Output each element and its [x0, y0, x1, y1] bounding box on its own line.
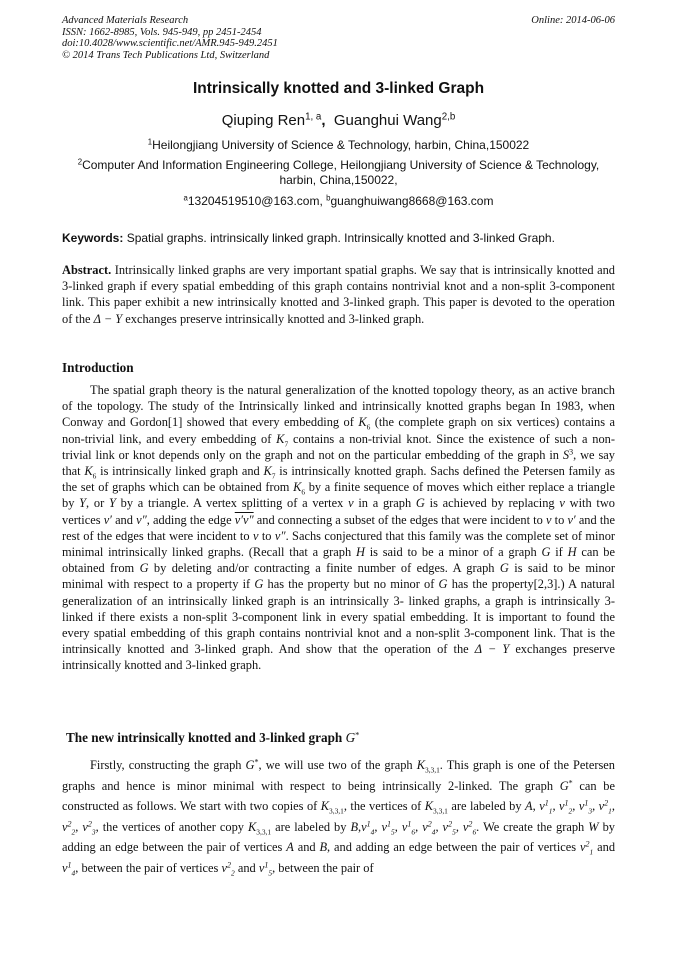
section-2-heading — [66, 730, 619, 746]
math-A: A — [525, 799, 533, 813]
intro-text: by a triangle. A vertex splitting of a vertex — [120, 496, 344, 511]
abstract-label: Abstract. — [62, 263, 112, 277]
math-H: H — [355, 545, 365, 560]
doi-line: doi:10.4028/www.scientific.net/AMR.945-949.2451 — [62, 38, 278, 49]
math-sub: 6 — [92, 471, 97, 481]
author-2-affil: 2,b — [441, 111, 456, 123]
intro-text: to — [554, 512, 565, 527]
intro-text: . Sachs conjectured that this family was the complete set of minor minimal intrinsically linked graphs. (Recall that a graph — [62, 528, 616, 560]
intro-text: contains a non-trivial knot. Since the existence of such a non-trivial link or knot depends only on the graph and not on the particular embedding of the graph in — [62, 431, 615, 462]
intro-text: and connecting a subset of the edges that were incident to — [256, 512, 543, 527]
math-star: * — [254, 757, 259, 767]
math-sub: 7 — [271, 471, 276, 481]
affiliation-1 — [62, 138, 615, 153]
affiliation-2-mark: 2 — [77, 157, 83, 167]
intro-text: to — [261, 528, 272, 543]
math-Y: Y — [108, 496, 116, 511]
copyright-line: © 2014 Trans Tech Publications Ltd, Switzerland — [62, 49, 270, 61]
math-H: H — [567, 545, 577, 560]
author-2: Guanghui Wang — [333, 112, 442, 129]
section-2-text: , the vertices of another copy — [95, 819, 244, 834]
math-sub: 6 — [366, 422, 371, 432]
math-sub: 3,3,1 — [433, 806, 448, 816]
intro-text: is said to be a minor of a graph — [369, 545, 537, 560]
math-G: G — [559, 778, 569, 793]
delta-y-math: Δ − Y — [474, 642, 510, 657]
math-v-prime: v′ — [567, 512, 576, 527]
math-star: * — [355, 729, 360, 740]
intro-text: in a graph — [358, 496, 412, 511]
author-1-affil: 1, a — [305, 111, 322, 123]
email-a-mark: a — [183, 193, 188, 203]
journal-name: Advanced Materials Research — [62, 15, 189, 26]
intro-text: by deleting and/or contracting a finite number of edges. A graph — [153, 561, 495, 576]
math-A: A — [286, 840, 294, 854]
intro-text: by a finite sequence of moves which either replace a triangle by — [62, 480, 615, 511]
intro-text: is intrinsically linked graph and — [100, 464, 260, 479]
math-v: v — [348, 496, 354, 511]
section-2-text: and — [297, 840, 316, 854]
math-B: B — [319, 840, 328, 854]
affiliation-2-text: Computer And Information Engineering College, Heilongjiang University of Science & Technology, harbin, China,150022, — [82, 158, 600, 187]
section-2-text: Firstly, constructing the graph — [90, 758, 242, 772]
section-2-text: , and adding an edge between the pair of vertices — [327, 840, 577, 854]
abstract-text-2: exchanges preserve intrinsically knotted and 3-linked graph. — [125, 311, 425, 326]
math-sub: 6 — [301, 487, 306, 497]
affiliation-2 — [62, 158, 615, 188]
abstract-text-1: Intrinsically linked graphs are very important spatial graphs. We say that is intrinsically knotted and 3-linked graph if every spatial embedding of this graph contains nontrivial knot and a non-split 3-component link. This paper exhibit a new intrinsically knotted and 3-linked graph. This paper is devoted to the operation of the — [62, 263, 615, 326]
intro-text: exchanges preserve intrinsically knotted and 3-linked graph. — [62, 642, 615, 673]
delta-y-math: Δ − Y — [93, 311, 123, 326]
online-date: Online: 2014-06-06 — [531, 15, 615, 26]
intro-text: is intrinsically knotted graph. Sachs defined the Petersen family as the set of graphs which can be obtained from — [62, 464, 615, 495]
intro-text: , adding the edge — [146, 512, 232, 527]
math-B: B — [350, 819, 359, 834]
email-a: 13204519510@163.com, — [187, 194, 323, 208]
section-2-text: and — [237, 860, 256, 875]
intro-text: (the complete graph on six vertices) contains a non-trivial link, and every embedding of — [62, 415, 615, 446]
math-W: W — [588, 819, 599, 834]
intro-text: and the rest of the edges that were incident to — [62, 512, 615, 543]
intro-text: , we say that — [62, 447, 615, 479]
intro-text: with two vertices — [62, 496, 615, 527]
math-Y: Y — [79, 496, 87, 511]
math-K: K — [293, 480, 302, 495]
math-G: G — [415, 496, 425, 511]
author-1: Qiuping Ren — [221, 112, 306, 129]
keywords — [62, 231, 615, 245]
section-2-text: by adding an edge between the pair of vertices — [62, 819, 615, 854]
keywords-label: Keywords: — [62, 231, 124, 245]
math-comma: , — [358, 819, 362, 834]
math-v: v — [545, 512, 552, 527]
intro-text: The spatial graph theory is the natural generalization of the knotted topology theory, as an active branch of the topology. The study of the Intrinsically linked and intrinsically knotted graphs began In 1983, when Conway and Gordon[1] showed that every embedding of — [62, 383, 615, 430]
math-K: K — [320, 799, 329, 813]
issn-line: ISSN: 1662-8985, Vols. 945-949, pp 2451-2454 — [62, 26, 262, 38]
math-sup: 3 — [569, 447, 574, 457]
intro-text: has the property[2,3].) A natural generalization of an intrinsically linked graph is an intrinsically 3- linked graphs, a graph is intrinsically 3-linked if there exists a non-split 3-component link in every spatial embedding. It is important to found the every spatial embedding of this graph contains nontrivial knot and a non-split 3-component link. That is the intrinsically knotted and 3-linked graph. And show that the operation of the — [62, 577, 615, 657]
intro-text: can be obtained from — [62, 545, 616, 576]
math-G: G — [499, 561, 509, 576]
math-S: S — [562, 447, 570, 462]
math-edge: v′v″ — [234, 512, 254, 527]
section-2-text: can be constructed as follows. We start with two copies of — [62, 778, 615, 813]
intro-text: , or — [86, 496, 105, 511]
section-2-title: The new intrinsically knotted and 3-linked graph — [66, 730, 343, 745]
math-comma: , — [532, 799, 536, 813]
math-period: . — [476, 819, 480, 834]
math-v-double-prime: v″ — [136, 512, 147, 527]
math-sub: 7 — [284, 439, 289, 449]
math-G: G — [245, 758, 255, 772]
math-K: K — [84, 464, 93, 479]
math-K: K — [263, 464, 272, 479]
section-2-text: , between the pair of vertices — [75, 860, 219, 875]
math-K: K — [276, 431, 285, 446]
section-2-text: and — [597, 840, 616, 854]
section-2-text: , between the pair of — [272, 860, 374, 875]
keywords-text: Spatial graphs. intrinsically linked graph. Intrinsically knotted and 3-linked Graph. — [126, 231, 555, 245]
intro-text: if — [555, 545, 563, 560]
math-v: v — [559, 496, 565, 511]
author-line — [62, 112, 615, 129]
math-star: * — [568, 778, 573, 788]
math-sub: 3,3,1 — [329, 806, 344, 816]
math-G: G — [541, 545, 551, 560]
math-G: G — [438, 577, 448, 592]
intro-text: and — [115, 512, 133, 527]
math-K: K — [416, 758, 425, 772]
math-sub: 3,3,1 — [424, 765, 440, 775]
affiliation-1-mark: 1 — [147, 137, 153, 147]
math-K: K — [424, 799, 434, 813]
section-2-text: We create the graph — [483, 819, 585, 834]
math-v-prime: v′ — [103, 512, 112, 527]
math-G: G — [139, 561, 149, 576]
email-b: guanghuiwang8668@163.com — [330, 194, 494, 208]
intro-text: is said to be minor minimal with respect to a property if — [62, 561, 616, 592]
math-G: G — [254, 577, 264, 592]
section-2-text: are labeled by — [275, 819, 347, 834]
abstract — [62, 262, 615, 327]
section-2-text: , the vertices of — [343, 799, 422, 813]
introduction-heading: Introduction — [62, 360, 134, 375]
introduction-paragraph — [62, 382, 615, 674]
email-line — [62, 194, 615, 209]
author-separator: , — [321, 112, 326, 129]
math-G: G — [345, 730, 356, 745]
section-2-text: , we will use two of the graph — [258, 758, 413, 772]
math-v: v — [252, 528, 259, 543]
math-K: K — [247, 819, 257, 834]
intro-text: is achieved by replacing — [429, 496, 555, 511]
section-2-text: are labeled by — [451, 799, 522, 813]
math-K: K — [358, 415, 367, 430]
intro-text: has the property but no minor of — [267, 577, 435, 592]
affiliation-1-text: Heilongjiang University of Science & Technology, harbin, China,150022 — [152, 138, 530, 152]
math-sub: 3,3,1 — [256, 826, 272, 836]
paper-title: Intrinsically knotted and 3-linked Graph — [192, 80, 485, 97]
math-v-double-prime: v″ — [274, 528, 286, 543]
section-2-text: . This graph is one of the Petersen graphs and hence is minor minimal with respect to being intrinsically 2-linked. The graph — [62, 758, 615, 793]
email-b-mark: b — [326, 193, 331, 203]
section-2-paragraph: Firstly, constructing the graph G*, we will use two of the graph $K_{3,3,1}$. This graph is one of the Petersen graphs and hence is minor minimal with respect to being intrinsically 2-linked. The graph G* can be constructed as follows. We start with two copies of $K_{3,3,1}$, the vertices of $K_{3,3,1}$ are labeled by A, $v^1_1$, $v^1_2$, $v^1_3$, $v^2_1$, $v^2_2$, $v^2_3$, the vertices of another copy $K_{3,3,1}$ are labeled by $B,v^1_4$, $v^1_5$, $v^1_6$, $v^2_4$, $v^2_5$, $v^2_6$. We create the graph W by adding an edge between the pair of vertices A and B, and adding an edge between the pair of vertices $v^2_1$ and $v^1_4$, between the pair of vertices $v^2_2$ and $v^1_5$, between the pair of — [62, 757, 616, 877]
